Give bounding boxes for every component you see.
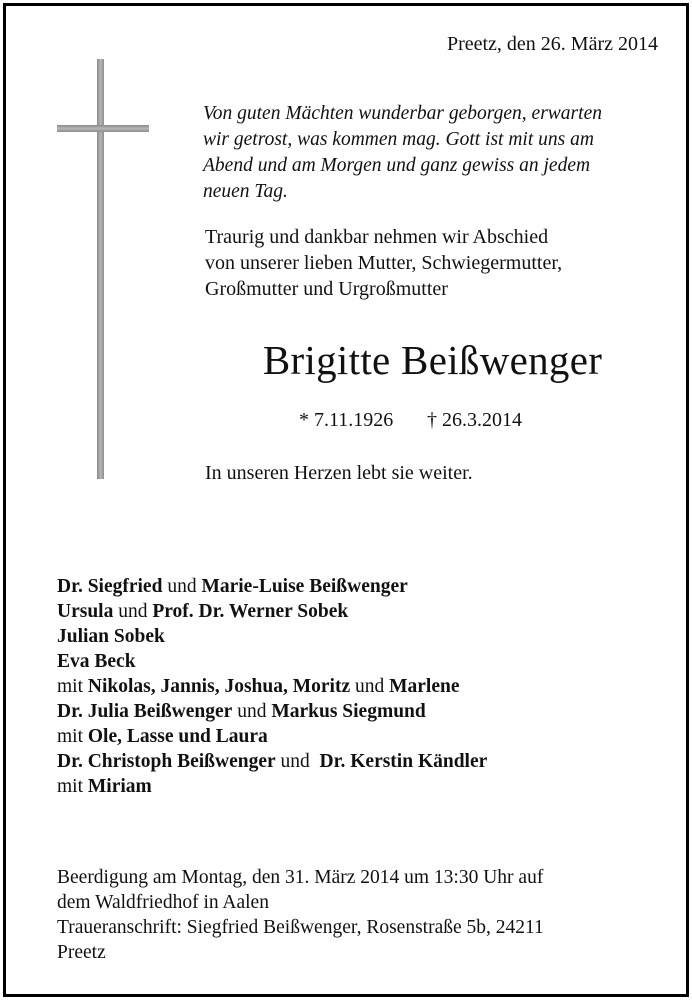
deceased-name: Brigitte Beißwenger bbox=[262, 337, 603, 383]
mourner-name: Julian Sobek bbox=[57, 626, 165, 647]
mourner-name: Marlene bbox=[389, 676, 460, 697]
mourner-line bbox=[57, 724, 657, 749]
cross-icon-horizontal bbox=[57, 125, 149, 132]
birth-date: * 7.11.1926 bbox=[299, 409, 394, 431]
connector-text: mit bbox=[57, 726, 88, 747]
mourners-list bbox=[57, 574, 657, 799]
poem bbox=[203, 101, 658, 205]
intro-line: Traurig und dankbar nehmen wir Abschied bbox=[205, 226, 549, 248]
poem-line: Abend und am Morgen und ganz gewiss an jedem bbox=[203, 155, 591, 176]
funeral-line: dem Waldfriedhof in Aalen bbox=[57, 892, 269, 913]
mourner-name: Nikolas, Jannis, Joshua, Moritz bbox=[87, 676, 351, 697]
poem-line: Von guten Mächten wunderbar geborgen, erwarten bbox=[203, 103, 602, 124]
connector-text: mit bbox=[57, 776, 88, 797]
poem-line: wir getrost, was kommen mag. Gott ist mit uns am bbox=[203, 129, 594, 150]
cross-icon-vertical bbox=[97, 59, 104, 479]
mourner-line bbox=[57, 624, 657, 649]
connector-text: mit bbox=[57, 676, 88, 697]
address-line: Preetz bbox=[57, 942, 106, 963]
mourner-name: Dr. Siegfried bbox=[57, 576, 163, 597]
funeral-line: Beerdigung am Montag, den 31. März 2014 um 13:30 Uhr auf bbox=[57, 867, 544, 888]
mourner-name: Eva Beck bbox=[57, 651, 136, 672]
intro-line: Großmutter und Urgroßmutter bbox=[205, 278, 448, 300]
mourner-name: Prof. Dr. Werner Sobek bbox=[152, 601, 349, 622]
place-date: Preetz, den 26. März 2014 bbox=[446, 33, 658, 55]
connector-text: und bbox=[275, 751, 320, 772]
mourner-name: Ursula bbox=[57, 601, 114, 622]
mourner-line bbox=[57, 599, 657, 624]
intro-text bbox=[205, 224, 655, 302]
connector-text: und bbox=[232, 701, 272, 722]
mourner-name: Ole, Lasse und Laura bbox=[87, 726, 268, 747]
motto: In unseren Herzen lebt sie weiter. bbox=[205, 462, 473, 484]
mourner-name: Miriam bbox=[87, 776, 152, 797]
mourner-line bbox=[57, 774, 657, 799]
mourner-line bbox=[57, 699, 657, 724]
poem-line: neuen Tag. bbox=[203, 181, 288, 202]
address-line: Traueranschrift: Siegfried Beißwenger, Rosenstraße 5b, 24211 bbox=[57, 917, 544, 938]
mourner-name: Markus Siegmund bbox=[271, 701, 426, 722]
mourner-name: Marie-Luise Beißwenger bbox=[201, 576, 408, 597]
death-date: † 26.3.2014 bbox=[427, 409, 522, 431]
mourner-name: Dr. Kerstin Kändler bbox=[319, 751, 488, 772]
connector-text: und bbox=[113, 601, 153, 622]
mourner-name: Dr. Christoph Beißwenger bbox=[57, 751, 276, 772]
connector-text: und bbox=[162, 576, 202, 597]
mourner-line bbox=[57, 649, 657, 674]
mourner-line bbox=[57, 749, 657, 774]
mourner-line bbox=[57, 574, 657, 599]
mourner-name: Dr. Julia Beißwenger bbox=[57, 701, 233, 722]
funeral-info bbox=[57, 865, 657, 965]
mourner-line bbox=[57, 674, 657, 699]
intro-line: von unserer lieben Mutter, Schwiegermutter, bbox=[205, 252, 563, 274]
connector-text: und bbox=[350, 676, 390, 697]
